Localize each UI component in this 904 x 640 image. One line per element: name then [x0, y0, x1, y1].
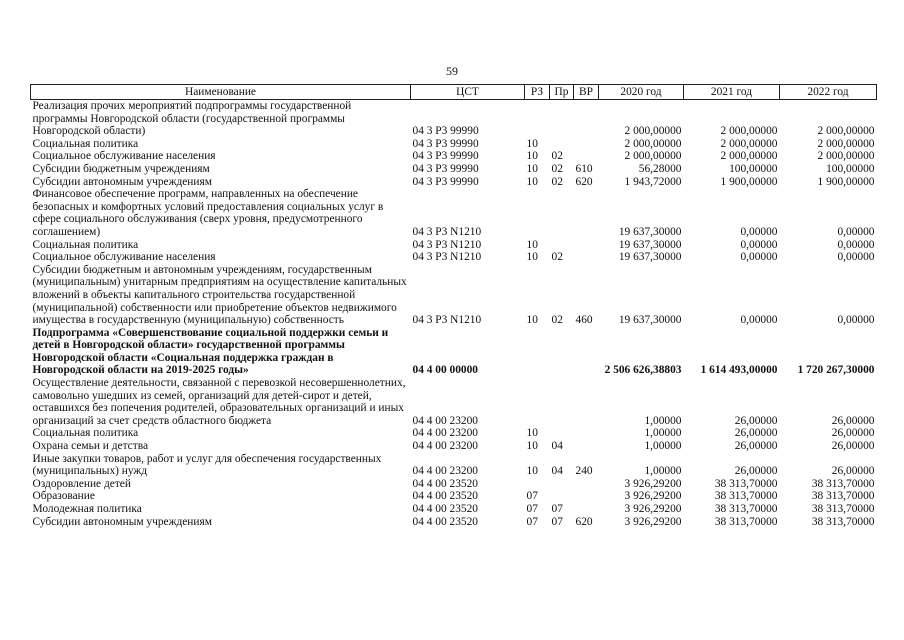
cell-pr — [550, 377, 574, 427]
header-2021: 2021 год — [684, 85, 780, 100]
cell-2021: 1 614 493,00000 — [700, 364, 778, 377]
cell-name: Реализация прочих мероприятий подпрограммы государственной программы Новгородской области (государственной программы Новгородской области) — [32, 100, 352, 138]
cell-name: Социальная политика — [32, 427, 139, 440]
cell-2022: 26,00000 — [831, 414, 875, 427]
cell-rz: 07 — [526, 515, 538, 528]
cell-cst: 04 4 00 23520 — [412, 477, 478, 490]
cell-vr — [574, 150, 599, 163]
cell-cst: 04 4 00 23520 — [412, 490, 478, 503]
cell-cst: 04 3 P3 99990 — [412, 162, 479, 175]
cell-cst: 04 4 00 23520 — [412, 503, 478, 515]
cell-rz: 07 — [526, 490, 538, 503]
cell-pr: 04 — [551, 440, 563, 453]
header-2020: 2020 год — [599, 85, 684, 100]
cell-2021: 100,00000 — [729, 162, 778, 175]
cell-pr — [550, 239, 574, 252]
cell-cst: 04 3 P3 N1210 — [412, 251, 482, 264]
cell-name: Социальная политика — [32, 238, 139, 251]
cell-vr — [574, 490, 599, 503]
cell-2022: 0,00000 — [837, 314, 875, 327]
cell-rz — [525, 327, 550, 377]
cell-2021: 38 313,70000 — [714, 490, 778, 503]
cell-2021: 0,00000 — [740, 314, 778, 327]
cell-name: Социальное обслуживание населения — [32, 150, 216, 163]
cell-name: Подпрограмма «Совершенствование социальной поддержки семьи и детей в Новгородской области» государственной программы Новгородской области «Социальная поддержка граждан в Новгородской области на 2019-2025 годы» — [32, 326, 389, 377]
cell-pr — [550, 188, 574, 238]
table-row — [31, 478, 877, 491]
table-row — [31, 490, 877, 503]
cell-cst: 04 3 P3 N1210 — [412, 238, 482, 251]
cell-rz: 10 — [526, 251, 538, 264]
cell-cst: 04 3 P3 99990 — [412, 137, 479, 150]
cell-rz: 10 — [526, 162, 538, 175]
header-2022: 2022 год — [780, 85, 877, 100]
table-row — [31, 150, 877, 163]
cell-2022: 100,00000 — [826, 162, 875, 175]
cell-cst: 04 4 00 23200 — [412, 427, 478, 440]
cell-pr: 07 — [551, 515, 563, 528]
cell-2020: 2 000,00000 — [624, 137, 682, 150]
cell-name: Социальная политика — [32, 137, 139, 150]
cell-2021: 26,00000 — [734, 427, 778, 440]
cell-vr: 460 — [575, 314, 593, 327]
table-row — [31, 503, 877, 516]
cell-rz: 10 — [526, 465, 538, 478]
cell-rz: 10 — [526, 314, 538, 327]
cell-pr: 07 — [551, 503, 563, 515]
cell-pr: 02 — [551, 175, 563, 188]
cell-2022: 1 720 267,30000 — [797, 364, 875, 377]
cell-name: Субсидии бюджетным и автономным учреждениям, государственным (муниципальным) унитарным предприятиям на осуществление капитальных вложений в объекты капитального строительства государственной (муниципальной) собственности или приобретение объектов недвижимого имущества в государственную (муниципальную) собственность — [32, 263, 407, 327]
cell-rz: 10 — [526, 150, 538, 163]
cell-vr — [574, 503, 599, 516]
cell-2022: 1 900,00000 — [817, 175, 875, 188]
header-pr: Пр — [550, 85, 574, 100]
cell-cst: 04 3 P3 99990 — [412, 175, 479, 188]
cell-2022: 26,00000 — [831, 427, 875, 440]
cell-pr: 02 — [551, 162, 563, 175]
cell-cst: 04 3 P3 99990 — [412, 150, 479, 163]
cell-pr — [550, 478, 574, 491]
header-name: Наименование — [31, 85, 411, 100]
cell-cst: 04 3 P3 N1210 — [412, 225, 482, 238]
cell-2021: 38 313,70000 — [714, 503, 778, 515]
cell-name: Иные закупки товаров, работ и услуг для обеспечения государственных (муниципальных) нужд — [32, 452, 382, 478]
table-row — [31, 377, 877, 427]
cell-rz: 10 — [526, 137, 538, 150]
cell-rz — [525, 188, 550, 238]
budget-table — [30, 84, 877, 528]
cell-2021: 2 000,00000 — [720, 125, 778, 138]
cell-pr — [550, 327, 574, 377]
cell-cst: 04 4 00 23520 — [412, 515, 478, 528]
cell-name: Охрана семьи и детства — [32, 440, 148, 453]
cell-name: Осуществление деятельности, связанной с перевозкой несовершеннолетних, самовольно ушедших из семей, организаций для детей-сирот и детей, оставшихся без попечения родителей, образовательных организаций и иных организаций за счет средств областного бюджета — [32, 377, 406, 427]
cell-2022: 26,00000 — [831, 465, 875, 478]
cell-pr — [550, 138, 574, 151]
cell-2020: 1 943,72000 — [624, 175, 682, 188]
cell-cst: 04 3 P3 99990 — [412, 125, 479, 138]
cell-rz: 07 — [526, 503, 538, 515]
cell-name: Субсидии автономным учреждениям — [32, 175, 212, 188]
cell-2020: 19 637,30000 — [618, 251, 682, 264]
cell-vr: 620 — [575, 175, 593, 188]
cell-pr: 02 — [551, 314, 563, 327]
table-row — [31, 251, 877, 264]
cell-2021: 0,00000 — [740, 238, 778, 251]
cell-2022: 26,00000 — [831, 440, 875, 453]
cell-2022: 0,00000 — [837, 238, 875, 251]
cell-2020: 2 000,00000 — [624, 150, 682, 163]
table-row — [31, 264, 877, 327]
cell-2020: 56,28000 — [638, 162, 682, 175]
cell-pr: 02 — [551, 251, 563, 264]
table-row — [31, 163, 877, 176]
cell-2020: 3 926,29200 — [624, 515, 682, 528]
cell-2021: 26,00000 — [734, 440, 778, 453]
cell-name: Субсидии бюджетным учреждениям — [32, 162, 210, 175]
cell-2022: 2 000,00000 — [817, 150, 875, 163]
cell-name: Образование — [32, 490, 95, 503]
cell-2022: 0,00000 — [837, 225, 875, 238]
table-row — [31, 138, 877, 151]
cell-2021: 2 000,00000 — [720, 150, 778, 163]
cell-2020: 3 926,29200 — [624, 490, 682, 503]
cell-2020: 3 926,29200 — [624, 503, 682, 515]
cell-pr — [550, 100, 574, 138]
header-cst: ЦСТ — [411, 85, 525, 100]
cell-name: Социальное обслуживание населения — [32, 251, 216, 264]
cell-rz — [525, 100, 550, 138]
cell-2020: 3 926,29200 — [624, 477, 682, 490]
cell-vr — [574, 427, 599, 440]
cell-2022: 2 000,00000 — [817, 137, 875, 150]
cell-pr — [550, 427, 574, 440]
cell-2020: 2 000,00000 — [624, 125, 682, 138]
cell-2020: 1,00000 — [644, 414, 682, 427]
cell-2020: 1,00000 — [644, 465, 682, 478]
cell-2022: 38 313,70000 — [811, 490, 875, 503]
cell-name: Финансовое обеспечение программ, направленных на обеспечение безопасных и комфортных условий предоставления социальных услуг в сфере социального обслуживания (сверх уровня, предусмотренного соглашением) — [32, 188, 384, 238]
cell-2020: 1,00000 — [644, 427, 682, 440]
cell-vr — [574, 188, 599, 238]
cell-cst: 04 4 00 00000 — [412, 364, 478, 377]
cell-rz: 10 — [526, 175, 538, 188]
cell-2021: 26,00000 — [734, 465, 778, 478]
cell-vr: 240 — [575, 465, 593, 478]
cell-2022: 38 313,70000 — [811, 477, 875, 490]
cell-cst: 04 3 P3 N1210 — [412, 314, 482, 327]
table-body — [31, 100, 877, 529]
cell-name: Молодежная политика — [32, 503, 142, 515]
cell-vr — [574, 100, 599, 138]
cell-pr: 04 — [551, 465, 563, 478]
header-vr: ВР — [574, 85, 599, 100]
cell-vr — [574, 440, 599, 453]
cell-vr — [574, 239, 599, 252]
cell-vr — [574, 327, 599, 377]
cell-cst: 04 4 00 23200 — [412, 440, 478, 453]
table-header-row — [31, 85, 877, 100]
table-row — [31, 453, 877, 478]
cell-vr — [574, 251, 599, 264]
cell-2021: 0,00000 — [740, 251, 778, 264]
cell-2021: 2 000,00000 — [720, 137, 778, 150]
cell-2022: 0,00000 — [837, 251, 875, 264]
cell-2021: 38 313,70000 — [714, 515, 778, 528]
cell-vr — [574, 478, 599, 491]
cell-name: Субсидии автономным учреждениям — [32, 515, 212, 528]
cell-2022: 2 000,00000 — [817, 125, 875, 138]
cell-cst: 04 4 00 23200 — [412, 465, 478, 478]
cell-pr: 02 — [551, 150, 563, 163]
cell-vr — [574, 377, 599, 427]
cell-2020: 2 506 626,38803 — [604, 364, 682, 377]
cell-rz — [525, 478, 550, 491]
table-row — [31, 239, 877, 252]
cell-2020: 19 637,30000 — [618, 314, 682, 327]
cell-rz: 10 — [526, 427, 538, 440]
cell-2022: 38 313,70000 — [811, 515, 875, 528]
cell-vr: 610 — [575, 162, 593, 175]
cell-cst: 04 4 00 23200 — [412, 414, 478, 427]
cell-rz: 10 — [526, 440, 538, 453]
header-rz: РЗ — [525, 85, 550, 100]
cell-2022: 38 313,70000 — [811, 503, 875, 515]
cell-rz: 10 — [526, 238, 538, 251]
cell-vr: 620 — [575, 515, 593, 528]
cell-2020: 1,00000 — [644, 440, 682, 453]
table-row — [31, 176, 877, 189]
cell-2021: 0,00000 — [740, 225, 778, 238]
table-row — [31, 516, 877, 529]
page-number: 59 — [446, 64, 458, 78]
table-row — [31, 427, 877, 440]
cell-2020: 19 637,30000 — [618, 238, 682, 251]
cell-name: Оздоровление детей — [32, 477, 131, 490]
cell-rz — [525, 377, 550, 427]
cell-2021: 26,00000 — [734, 414, 778, 427]
cell-2020: 19 637,30000 — [618, 225, 682, 238]
cell-2021: 38 313,70000 — [714, 477, 778, 490]
cell-vr — [574, 138, 599, 151]
cell-2021: 1 900,00000 — [720, 175, 778, 188]
table-row — [31, 327, 877, 377]
table-row — [31, 100, 877, 138]
table-row — [31, 188, 877, 238]
cell-pr — [550, 490, 574, 503]
table-row — [31, 440, 877, 453]
